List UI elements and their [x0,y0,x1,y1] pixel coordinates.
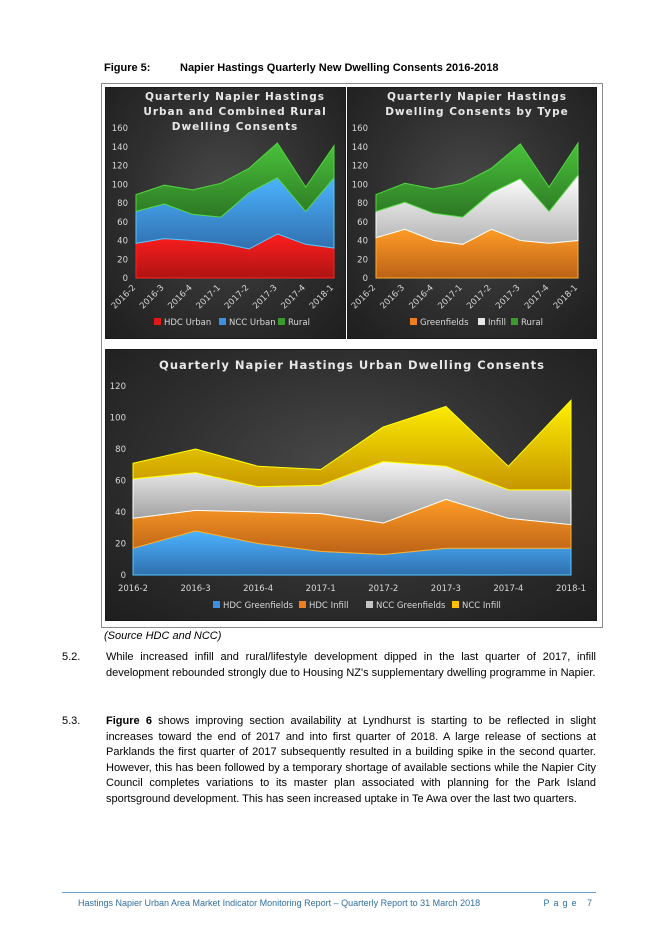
y-tick-label: 120 [109,382,126,392]
chart-title-line: Urban and Combined Rural [143,106,327,118]
x-tick-label: 2017-2 [368,584,399,594]
x-tick-label: 2016-2 [349,283,379,312]
x-tick-label: 2017-1 [305,584,336,594]
legend-label: HDC Greenfields [223,601,294,611]
y-tick-label: 60 [117,217,128,228]
paragraph-number: 5.3. [62,715,81,727]
legend-label: Rural [521,318,543,328]
paragraph-text: While increased infill and rural/lifestyle development dipped in the last quarter of 2017, infill development rebounded strongly due to Housing NZ's supplementary dwelling programme in Napier. [106,651,596,679]
y-tick-label: 80 [117,199,128,209]
x-tick-label: 2018-1 [555,584,587,594]
y-tick-label: 20 [115,539,126,550]
x-tick-label: 2016-3 [378,283,407,312]
y-tick-label: 80 [115,445,126,455]
figure-source: (Source HDC and NCC) [104,630,222,642]
footer-divider [62,892,596,893]
x-tick-label: 2017-4 [279,283,308,312]
x-tick-label: 2016-4 [407,283,436,312]
y-tick-label: 0 [122,274,128,284]
chart-urban-combined-rural [105,87,346,339]
y-tick-label: 20 [117,255,128,266]
chart-1-svg [106,88,345,338]
page-num: 7 [586,898,596,908]
footer-title: Hastings Napier Urban Area Market Indicator Monitoring Report – Quarterly Report to 31 March 2018 [78,898,481,908]
paragraph-text-container [106,714,596,807]
x-tick-label: 2017-1 [436,283,465,312]
x-tick-label: 2017-2 [465,283,494,312]
legend-swatch [452,601,459,608]
chart-2-svg [348,88,596,338]
legend-label: NCC Greenfields [376,601,446,611]
legend-label: HDC Urban [164,318,212,328]
chart-title-line: Quarterly Napier Hastings Urban Dwelling Consents [159,358,545,372]
x-tick-label: 2016-4 [166,283,195,312]
figure-number: Figure 5: [104,62,151,74]
legend-label: HDC Infill [309,601,349,611]
y-tick-label: 120 [351,161,368,172]
y-tick-label: 160 [111,124,128,134]
legend-swatch [299,601,306,608]
chart-title-line: Dwelling Consents by Type [385,106,569,118]
legend-label: Greenfields [420,318,469,328]
legend-swatch [154,318,161,325]
paragraph-text: shows improving section availability at Lyndhurst is starting to be reflected in slight increases toward the end of 2017 and into first quarter of 2018. A large release of sections at Parklands the first quarter of 2017 subsequently resulted in a building spike in the second quarter. However, this has been followed by a temporary shortage of available sections while the Napier City Council completes variations to its master plan associated with planning for the Park Island sportsground development. This has seen increased uptake in Te Awa over the last two quarters. [106,715,596,805]
chart-urban-dwelling-consents [105,349,597,621]
legend-swatch [278,318,285,325]
page-number [543,898,596,908]
x-tick-label: 2017-3 [430,584,461,594]
y-tick-label: 20 [357,255,368,266]
legend-label: NCC Urban [229,318,276,328]
x-tick-label: 2016-2 [117,584,149,594]
y-tick-label: 60 [115,476,126,487]
legend-label: Rural [288,318,310,328]
legend-swatch [478,318,485,325]
legend-swatch [213,601,220,608]
chart-3-svg [106,350,596,620]
y-tick-label: 0 [362,274,368,284]
y-tick-label: 100 [351,180,368,191]
legend-swatch [366,601,373,608]
x-tick-label: 2017-2 [222,283,252,312]
legend-swatch [219,318,226,325]
y-tick-label: 40 [357,236,368,247]
x-tick-label: 2017-3 [251,283,280,312]
paragraph-number: 5.2. [62,651,81,663]
x-tick-label: 2018-1 [307,283,337,312]
figure-caption [104,62,499,74]
paragraph-5-2 [62,650,596,681]
x-tick-label: 2017-1 [194,283,223,312]
x-tick-label: 2016-3 [138,283,167,312]
figure-title: Napier Hastings Quarterly New Dwelling Consents 2016-2018 [180,62,499,74]
chart-title-line: Quarterly Napier Hastings [144,91,326,103]
x-tick-label: 2016-4 [243,584,274,594]
x-tick-label: 2017-4 [493,584,524,594]
x-tick-label: 2017-3 [494,283,523,312]
page-label: Page [543,898,581,908]
x-tick-label: 2018-1 [551,283,581,312]
x-tick-label: 2016-3 [180,584,211,594]
y-tick-label: 40 [117,236,128,247]
y-tick-label: 160 [351,124,368,134]
y-tick-label: 140 [351,142,368,153]
y-tick-label: 80 [357,199,368,209]
legend-swatch [410,318,417,325]
y-tick-label: 100 [111,180,128,191]
legend-swatch [511,318,518,325]
y-tick-label: 100 [109,413,126,424]
paragraph-5-3 [62,714,596,807]
chart-consents-by-type [347,87,597,339]
y-tick-label: 0 [120,571,126,581]
y-tick-label: 60 [357,217,368,228]
chart-title-line: Quarterly Napier Hastings [386,91,568,103]
y-tick-label: 140 [111,142,128,153]
y-tick-label: 40 [115,508,126,518]
chart-title-line: Dwelling Consents [171,121,299,133]
page-footer [78,898,596,908]
legend-label: Infill [488,318,506,328]
figure-reference: Figure 6 [106,715,152,727]
x-tick-label: 2016-2 [109,283,139,312]
legend-label: NCC Infill [462,601,501,611]
x-tick-label: 2017-4 [522,283,552,312]
y-tick-label: 120 [111,161,128,172]
